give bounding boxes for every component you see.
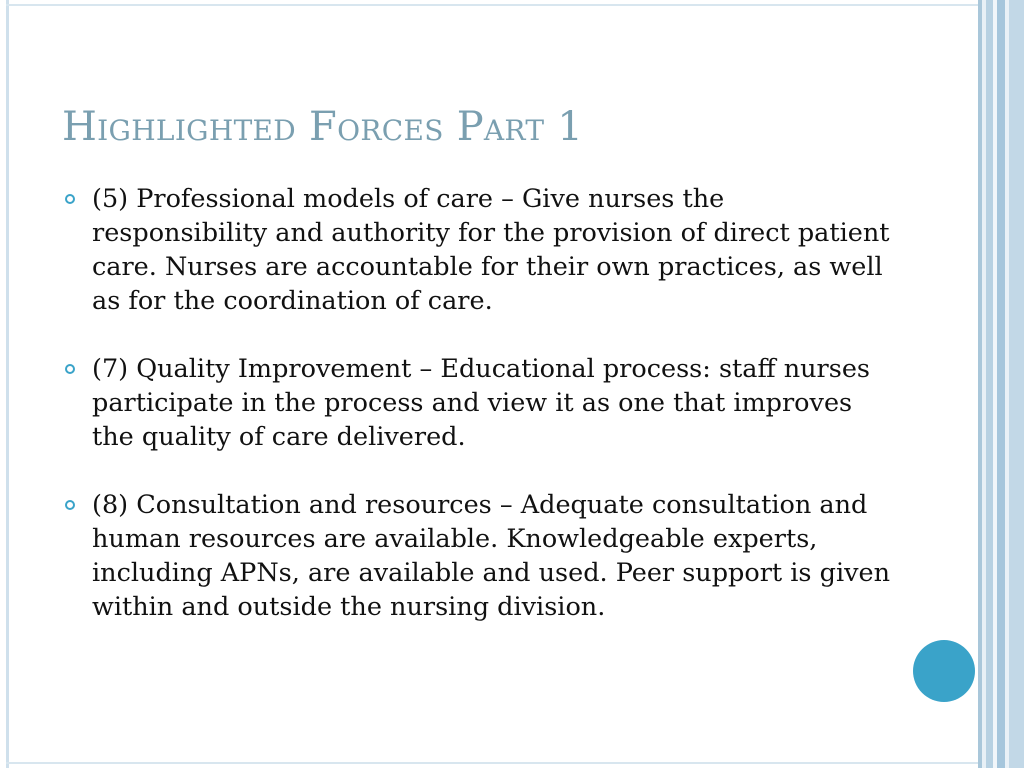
left-border-line xyxy=(6,0,9,768)
right-decorative-stripe xyxy=(986,0,993,768)
bullet-item xyxy=(62,488,892,624)
bullet-text: (7) Quality Improvement – Educational process: staff nurses participate in the process and view it as one that improves the quality of care delivered. xyxy=(92,354,870,452)
right-decorative-stripe xyxy=(997,0,1005,768)
bullet-text: (5) Professional models of care – Give nurses the responsibility and authority for the provision of direct patient care. Nurses are accountable for their own practices, as well as for the coordination of care. xyxy=(92,184,890,316)
bottom-border-line xyxy=(6,762,978,764)
bullet-list xyxy=(62,182,892,658)
ring-bullet-icon xyxy=(65,500,75,510)
ring-bullet-icon xyxy=(65,194,75,204)
bullet-item xyxy=(62,352,892,454)
ring-bullet-icon xyxy=(65,364,75,374)
right-decorative-stripe xyxy=(1009,0,1024,768)
bullet-text: (8) Consultation and resources – Adequate consultation and human resources are available. Knowledgeable experts, including APNs, are available and used. Peer support is given within and outside the nursing division. xyxy=(92,490,891,622)
top-border-line xyxy=(6,4,978,6)
decorative-circle xyxy=(913,640,975,702)
slide-title: Highlighted Forces Part 1 xyxy=(62,104,584,150)
bullet-item xyxy=(62,182,892,318)
